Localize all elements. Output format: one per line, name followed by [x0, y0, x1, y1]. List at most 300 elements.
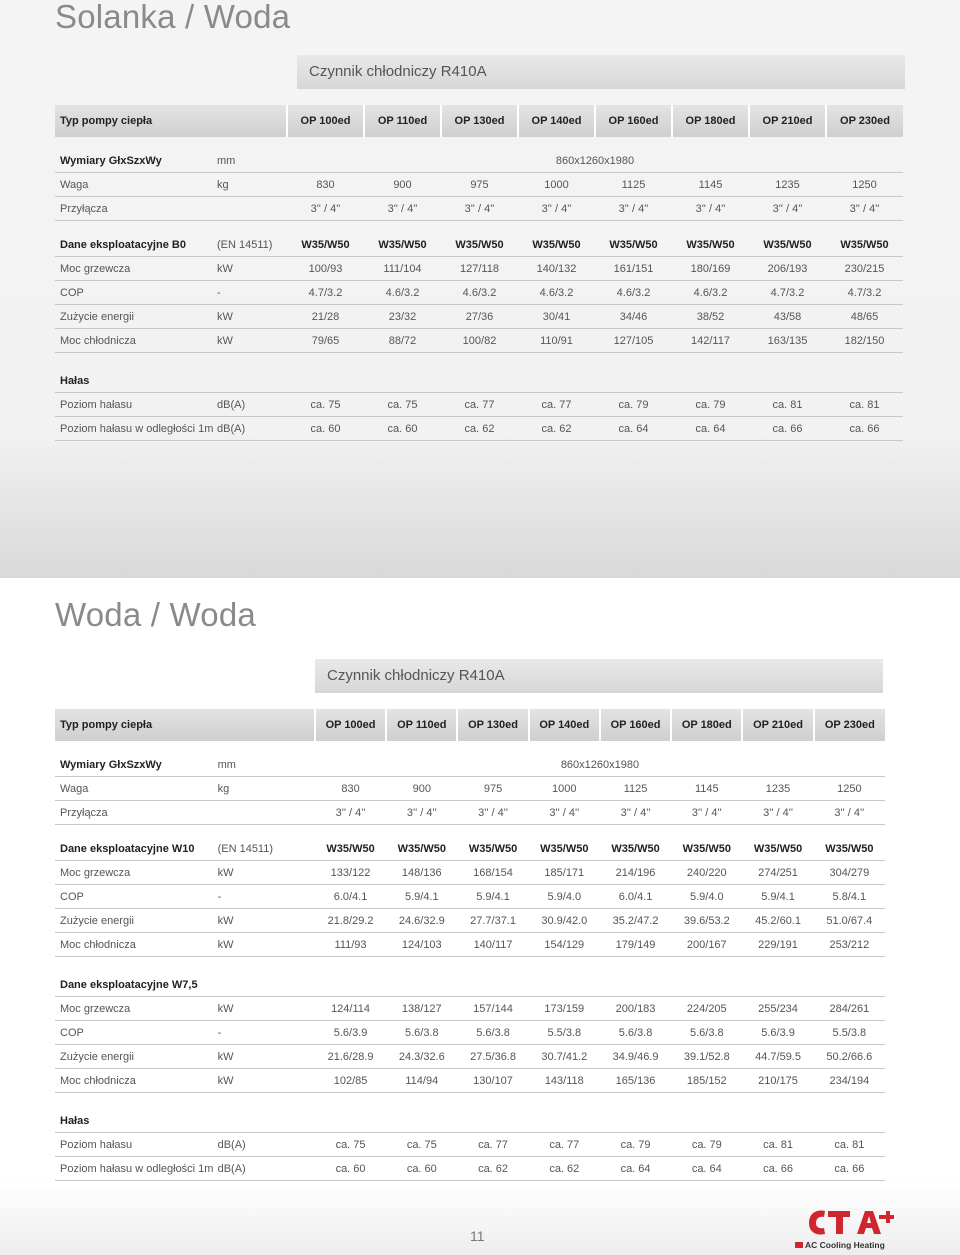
row-value: ca. 75	[287, 393, 364, 417]
row-value: 1000	[529, 777, 600, 801]
row-value: 3'' / 4''	[595, 197, 672, 221]
row-value: W35/W50	[287, 233, 364, 257]
row-value: 3'' / 4''	[457, 801, 528, 825]
row-value: 27.5/36.8	[457, 1045, 528, 1069]
spacer-row	[55, 137, 903, 149]
row-value: 5.6/3.8	[386, 1021, 457, 1045]
row-value: 1235	[749, 173, 826, 197]
table-row	[55, 861, 885, 885]
row-value: 79/65	[287, 329, 364, 353]
row-value: W35/W50	[441, 233, 518, 257]
row-label: Poziom hałasu	[55, 393, 215, 417]
row-label: Dane eksploatacyjne W10	[55, 837, 216, 861]
row-value: 1125	[595, 173, 672, 197]
row-value: 34.9/46.9	[600, 1045, 671, 1069]
row-label: Waga	[55, 777, 216, 801]
row-value: 4.7/3.2	[287, 281, 364, 305]
table-row	[55, 837, 885, 861]
row-value: 830	[315, 777, 386, 801]
row-value: 5.6/3.8	[600, 1021, 671, 1045]
row-value: 38/52	[672, 305, 749, 329]
row-value: 3'' / 4''	[518, 197, 595, 221]
row-value: W35/W50	[671, 837, 742, 861]
model-header: OP 110ed	[364, 105, 441, 137]
row-value: 143/118	[529, 1069, 600, 1093]
row-value: 5.9/4.1	[742, 885, 813, 909]
row-value: 240/220	[671, 861, 742, 885]
row-value: 5.5/3.8	[814, 1021, 885, 1045]
row-value: 34/46	[595, 305, 672, 329]
row-unit: kW	[215, 329, 287, 353]
row-value: 148/136	[386, 861, 457, 885]
row-value: W35/W50	[749, 233, 826, 257]
row-value: W35/W50	[600, 837, 671, 861]
table-row	[55, 933, 885, 957]
row-value: 830	[287, 173, 364, 197]
row-value: 5.5/3.8	[529, 1021, 600, 1045]
row-value: 3'' / 4''	[749, 197, 826, 221]
table-row	[55, 997, 885, 1021]
row-value: 154/129	[529, 933, 600, 957]
model-header: OP 230ed	[826, 105, 903, 137]
row-value: ca. 81	[814, 1133, 885, 1157]
row-value: 100/93	[287, 257, 364, 281]
spacer-row	[55, 1093, 885, 1110]
spacer-cell	[55, 957, 885, 974]
table-row	[55, 417, 903, 441]
row-value: 179/149	[600, 933, 671, 957]
row-value: 185/171	[529, 861, 600, 885]
model-header: OP 140ed	[529, 709, 600, 741]
row-value: 180/169	[672, 257, 749, 281]
header-row	[55, 709, 885, 741]
row-value: ca. 62	[441, 417, 518, 441]
row-value: ca. 64	[595, 417, 672, 441]
row-value: 124/114	[315, 997, 386, 1021]
spacer-cell	[55, 221, 903, 234]
refrigerant-label: Czynnik chłodniczy R410A	[315, 659, 883, 693]
model-header: OP 110ed	[386, 709, 457, 741]
row-value: ca. 64	[672, 417, 749, 441]
row-unit: -	[216, 885, 315, 909]
cta-logo-mark	[809, 1211, 894, 1235]
row-value: 3'' / 4''	[600, 801, 671, 825]
row-value: 182/150	[826, 329, 903, 353]
table-row	[55, 885, 885, 909]
row-value: 5.6/3.8	[457, 1021, 528, 1045]
row-value: 88/72	[364, 329, 441, 353]
table-row	[55, 909, 885, 933]
row-value: 1000	[518, 173, 595, 197]
row-value: ca. 64	[600, 1157, 671, 1181]
spec-table-brine-water	[55, 105, 903, 441]
header-row	[55, 105, 903, 137]
spec-table-water-water	[55, 709, 885, 1181]
row-value: W35/W50	[595, 233, 672, 257]
row-value: ca. 66	[826, 417, 903, 441]
row-value: 304/279	[814, 861, 885, 885]
row-value: 274/251	[742, 861, 813, 885]
row-value: 6.0/4.1	[315, 885, 386, 909]
row-value: W35/W50	[814, 837, 885, 861]
page-number: 11	[470, 1228, 485, 1244]
row-value: 130/107	[457, 1069, 528, 1093]
row-value: 4.7/3.2	[826, 281, 903, 305]
row-value: 4.6/3.2	[595, 281, 672, 305]
row-value: W35/W50	[826, 233, 903, 257]
table-row	[55, 329, 903, 353]
spacer-cell	[55, 1093, 885, 1110]
row-value: 44.7/59.5	[742, 1045, 813, 1069]
row-value: 5.9/4.0	[529, 885, 600, 909]
row-value: ca. 81	[826, 393, 903, 417]
row-value: 3'' / 4''	[814, 801, 885, 825]
row-value: 24.6/32.9	[386, 909, 457, 933]
row-value: 3'' / 4''	[287, 197, 364, 221]
row-value: 30/41	[518, 305, 595, 329]
row-label: Moc grzewcza	[55, 257, 215, 281]
row-value: ca. 77	[441, 393, 518, 417]
row-value: 3'' / 4''	[671, 801, 742, 825]
row-value: 161/151	[595, 257, 672, 281]
row-value: ca. 62	[529, 1157, 600, 1181]
row-value: 200/183	[600, 997, 671, 1021]
row-value: ca. 66	[749, 417, 826, 441]
table-row	[55, 1021, 885, 1045]
row-value: 234/194	[814, 1069, 885, 1093]
row-value: ca. 60	[287, 417, 364, 441]
table-row	[55, 1133, 885, 1157]
row-value: 5.6/3.8	[671, 1021, 742, 1045]
row-value: 21.8/29.2	[315, 909, 386, 933]
row-value: 5.6/3.9	[315, 1021, 386, 1045]
row-value: W35/W50	[518, 233, 595, 257]
row-unit: (EN 14511)	[216, 837, 315, 861]
spacer-cell	[55, 825, 885, 838]
row-value: 127/118	[441, 257, 518, 281]
row-value: 39.6/53.2	[671, 909, 742, 933]
row-value: 185/152	[671, 1069, 742, 1093]
row-value: ca. 77	[518, 393, 595, 417]
spacer-row	[55, 957, 885, 974]
row-value: 168/154	[457, 861, 528, 885]
row-unit: kW	[216, 909, 315, 933]
row-value: ca. 79	[600, 1133, 671, 1157]
row-value: 5.9/4.1	[386, 885, 457, 909]
table-row	[55, 281, 903, 305]
row-value: 43/58	[749, 305, 826, 329]
row-value: 255/234	[742, 997, 813, 1021]
row-value: 5.6/3.9	[742, 1021, 813, 1045]
logo-accent	[795, 1242, 803, 1248]
row-value: 39.1/52.8	[671, 1045, 742, 1069]
row-label: Poziom hałasu	[55, 1133, 216, 1157]
row-unit: dB(A)	[216, 1133, 315, 1157]
row-unit: kg	[216, 777, 315, 801]
row-label: Moc chłodnicza	[55, 329, 215, 353]
row-value: 1125	[600, 777, 671, 801]
row-value: 230/215	[826, 257, 903, 281]
row-label: Moc grzewcza	[55, 861, 216, 885]
row-value: 1145	[672, 173, 749, 197]
spacer-cell	[55, 353, 903, 370]
model-header: OP 100ed	[287, 105, 364, 137]
row-value: 142/117	[672, 329, 749, 353]
row-value: 4.6/3.2	[518, 281, 595, 305]
section-heading: Hałas	[55, 1109, 885, 1133]
row-value: W35/W50	[742, 837, 813, 861]
row-value: 1145	[671, 777, 742, 801]
row-unit: mm	[216, 753, 315, 777]
row-label: Wymiary GłxSzxWy	[55, 753, 216, 777]
row-value: 24.3/32.6	[386, 1045, 457, 1069]
row-value: 173/159	[529, 997, 600, 1021]
row-value: ca. 60	[364, 417, 441, 441]
spacer-row	[55, 741, 885, 753]
row-value: 157/144	[457, 997, 528, 1021]
section-heading: Dane eksploatacyjne W7,5	[55, 973, 885, 997]
section-title: Solanka / Woda	[55, 0, 291, 35]
table-row	[55, 753, 885, 777]
row-unit: kW	[216, 861, 315, 885]
row-label: Przyłącza	[55, 197, 215, 221]
row-value: 100/82	[441, 329, 518, 353]
row-unit: kW	[215, 305, 287, 329]
row-value: 975	[457, 777, 528, 801]
row-value: ca. 81	[749, 393, 826, 417]
row-value: ca. 62	[518, 417, 595, 441]
row-value: ca. 66	[814, 1157, 885, 1181]
row-value: ca. 79	[595, 393, 672, 417]
row-value: 1250	[814, 777, 885, 801]
table-row	[55, 777, 885, 801]
row-value: 133/122	[315, 861, 386, 885]
row-unit: kW	[216, 1045, 315, 1069]
row-value: 27.7/37.1	[457, 909, 528, 933]
row-value: ca. 60	[315, 1157, 386, 1181]
model-header: OP 180ed	[671, 709, 742, 741]
row-value: 1250	[826, 173, 903, 197]
row-value: 900	[364, 173, 441, 197]
row-unit: kW	[215, 257, 287, 281]
row-value: ca. 75	[364, 393, 441, 417]
section-heading: Hałas	[55, 369, 903, 393]
model-header: OP 210ed	[742, 709, 813, 741]
table-row	[55, 1157, 885, 1181]
model-header: OP 230ed	[814, 709, 885, 741]
row-value: 27/36	[441, 305, 518, 329]
section-heading-row	[55, 369, 903, 393]
row-value: ca. 75	[386, 1133, 457, 1157]
row-unit: kW	[216, 1069, 315, 1093]
row-label: Moc chłodnicza	[55, 933, 216, 957]
row-value: 48/65	[826, 305, 903, 329]
table-row	[55, 305, 903, 329]
row-value: ca. 66	[742, 1157, 813, 1181]
table-row	[55, 233, 903, 257]
cta-logo	[795, 1205, 910, 1253]
row-value: 3'' / 4''	[826, 197, 903, 221]
spacer-cell	[55, 741, 885, 753]
row-value: 6.0/4.1	[600, 885, 671, 909]
row-label: COP	[55, 1021, 216, 1045]
model-header: OP 130ed	[441, 105, 518, 137]
row-value: 140/117	[457, 933, 528, 957]
row-value: 229/191	[742, 933, 813, 957]
row-label: Wymiary GłxSzxWy	[55, 149, 215, 173]
row-value: 860x1260x1980	[287, 149, 903, 173]
row-value: 3'' / 4''	[364, 197, 441, 221]
model-header: OP 100ed	[315, 709, 386, 741]
row-value: 3'' / 4''	[742, 801, 813, 825]
row-value: 5.9/4.1	[457, 885, 528, 909]
row-value: ca. 79	[671, 1133, 742, 1157]
row-value: 900	[386, 777, 457, 801]
spacer-row	[55, 825, 885, 838]
row-label: Dane eksploatacyjne B0	[55, 233, 215, 257]
row-value: 860x1260x1980	[315, 753, 885, 777]
row-value: 21.6/28.9	[315, 1045, 386, 1069]
row-label: Waga	[55, 173, 215, 197]
row-value: 110/91	[518, 329, 595, 353]
table-row	[55, 1045, 885, 1069]
refrigerant-label: Czynnik chłodniczy R410A	[297, 55, 905, 89]
row-value: 200/167	[671, 933, 742, 957]
row-value: 284/261	[814, 997, 885, 1021]
row-label: COP	[55, 281, 215, 305]
row-unit: kg	[215, 173, 287, 197]
row-value: 140/132	[518, 257, 595, 281]
row-unit: (EN 14511)	[215, 233, 287, 257]
header-label: Typ pompy ciepła	[55, 709, 315, 741]
row-value: ca. 75	[315, 1133, 386, 1157]
row-value: W35/W50	[315, 837, 386, 861]
row-value: 102/85	[315, 1069, 386, 1093]
model-header: OP 160ed	[595, 105, 672, 137]
row-value: 111/104	[364, 257, 441, 281]
row-label: Zużycie energii	[55, 305, 215, 329]
table-row	[55, 393, 903, 417]
row-value: 3'' / 4''	[386, 801, 457, 825]
row-value: W35/W50	[386, 837, 457, 861]
row-value: 3'' / 4''	[529, 801, 600, 825]
row-value: 4.6/3.2	[364, 281, 441, 305]
row-value: 138/127	[386, 997, 457, 1021]
row-value: 114/94	[386, 1069, 457, 1093]
row-value: ca. 60	[386, 1157, 457, 1181]
row-value: 30.7/41.2	[529, 1045, 600, 1069]
row-value: 21/28	[287, 305, 364, 329]
row-value: ca. 77	[529, 1133, 600, 1157]
row-value: ca. 81	[742, 1133, 813, 1157]
section-heading-row	[55, 973, 885, 997]
row-label: Moc grzewcza	[55, 997, 216, 1021]
model-header: OP 130ed	[457, 709, 528, 741]
row-value: W35/W50	[672, 233, 749, 257]
row-value: 206/193	[749, 257, 826, 281]
model-header: OP 180ed	[672, 105, 749, 137]
row-label: Przyłącza	[55, 801, 216, 825]
table-row	[55, 257, 903, 281]
table-row	[55, 197, 903, 221]
row-unit: kW	[216, 933, 315, 957]
row-value: ca. 62	[457, 1157, 528, 1181]
row-value: ca. 77	[457, 1133, 528, 1157]
section-heading-row	[55, 1109, 885, 1133]
row-value: 30.9/42.0	[529, 909, 600, 933]
logo-tagline: AC Cooling Heating	[805, 1240, 885, 1250]
table-row	[55, 149, 903, 173]
row-value: 224/205	[671, 997, 742, 1021]
row-label: COP	[55, 885, 216, 909]
row-label: Moc chłodnicza	[55, 1069, 216, 1093]
row-unit	[215, 197, 287, 221]
row-value: W35/W50	[364, 233, 441, 257]
row-value: 975	[441, 173, 518, 197]
row-unit: mm	[215, 149, 287, 173]
row-value: 210/175	[742, 1069, 813, 1093]
table-row	[55, 173, 903, 197]
model-header: OP 210ed	[749, 105, 826, 137]
row-value: 163/135	[749, 329, 826, 353]
row-unit: dB(A)	[215, 393, 287, 417]
row-value: 127/105	[595, 329, 672, 353]
model-header: OP 140ed	[518, 105, 595, 137]
row-value: 51.0/67.4	[814, 909, 885, 933]
row-value: 111/93	[315, 933, 386, 957]
row-value: ca. 64	[671, 1157, 742, 1181]
spacer-row	[55, 353, 903, 370]
spacer-cell	[55, 137, 903, 149]
row-value: ca. 79	[672, 393, 749, 417]
row-value: W35/W50	[529, 837, 600, 861]
row-label: Zużycie energii	[55, 1045, 216, 1069]
table-row	[55, 1069, 885, 1093]
row-value: 165/136	[600, 1069, 671, 1093]
row-unit: -	[215, 281, 287, 305]
row-unit: dB(A)	[216, 1157, 315, 1181]
section-title: Woda / Woda	[55, 596, 256, 633]
row-value: 5.9/4.0	[671, 885, 742, 909]
row-value: 3'' / 4''	[441, 197, 518, 221]
row-value: 50.2/66.6	[814, 1045, 885, 1069]
row-value: 5.8/4.1	[814, 885, 885, 909]
row-value: 214/196	[600, 861, 671, 885]
row-value: 4.6/3.2	[672, 281, 749, 305]
row-value: 45.2/60.1	[742, 909, 813, 933]
row-value: 124/103	[386, 933, 457, 957]
row-value: 3'' / 4''	[315, 801, 386, 825]
header-label: Typ pompy ciepła	[55, 105, 287, 137]
row-value: W35/W50	[457, 837, 528, 861]
spacer-row	[55, 221, 903, 234]
model-header: OP 160ed	[600, 709, 671, 741]
row-unit: kW	[216, 997, 315, 1021]
row-unit	[216, 801, 315, 825]
row-value: 23/32	[364, 305, 441, 329]
row-value: 4.6/3.2	[441, 281, 518, 305]
row-label: Poziom hałasu w odległości 1m	[55, 417, 215, 441]
row-value: 4.7/3.2	[749, 281, 826, 305]
row-value: 253/212	[814, 933, 885, 957]
row-value: 3'' / 4''	[672, 197, 749, 221]
row-value: 35.2/47.2	[600, 909, 671, 933]
row-label: Poziom hałasu w odległości 1m	[55, 1157, 216, 1181]
row-unit: -	[216, 1021, 315, 1045]
row-unit: dB(A)	[215, 417, 287, 441]
table-row	[55, 801, 885, 825]
row-value: 1235	[742, 777, 813, 801]
